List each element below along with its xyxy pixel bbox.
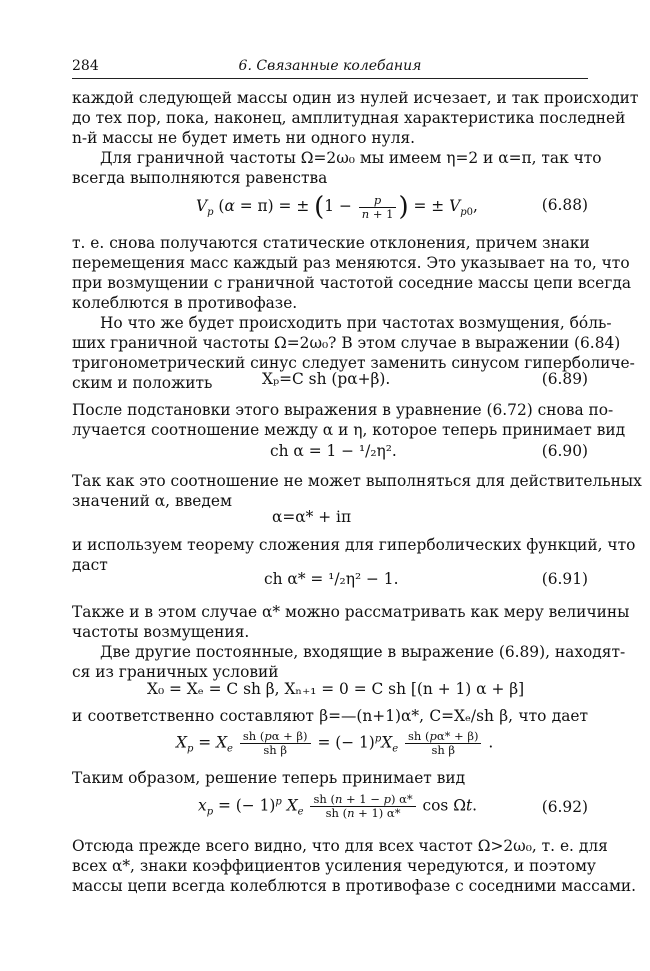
text-line: значений α, введем <box>72 492 232 510</box>
equation-number: (6.90) <box>541 442 588 460</box>
text-line: Две другие постоянные, входящие в выражение (6.89), находят- <box>100 643 626 661</box>
header-rule <box>72 78 588 79</box>
text-line: тригонометрический синус следует заменить синусом гиперболиче- <box>72 354 635 372</box>
text-line: Так как это соотношение не может выполняться для действительных <box>72 472 642 490</box>
equation-xp-solution: $X_p = X_e$ $\frac{sh (p\alpha + \beta)}{\text{sh β}}$ = (− $1)^pX_e$ $\frac{sh (p\alpha* + \beta)}{\text{sh β}}$ . <box>176 729 494 757</box>
text-line: каждой следующей массы один из нулей исчезает, и так происходит <box>72 89 639 107</box>
text-line: Для граничной частоты Ω=2ω₀ мы имеем η=2 и α=π, так что <box>100 149 602 167</box>
text-line: Также и в этом случае α* можно рассматривать как меру величины <box>72 603 630 621</box>
text-line: при возмущении с граничной частотой соседние массы цепи всегда <box>72 274 632 292</box>
text-line: n-й массы не будет иметь ни одного нуля. <box>72 129 416 147</box>
equation-number: (6.91) <box>541 570 588 588</box>
text-line: Отсюда прежде всего видно, что для всех частот Ω>2ω₀, т. е. для <box>72 837 608 855</box>
text-line: т. е. снова получаются статические отклонения, причем знаки <box>72 234 590 252</box>
equation-6-90: ch α = 1 − ¹/₂η². <box>270 442 397 460</box>
text-line: до тех пор, пока, наконец, амплитудная характеристика последней <box>72 109 626 127</box>
text-line: и используем теорему сложения для гиперболических функций, что <box>72 536 636 554</box>
page-header <box>72 58 588 78</box>
text-line: лучается соотношение между α и η, которое теперь принимает вид <box>72 421 626 439</box>
equation-number: (6.88) <box>541 196 588 214</box>
text-line: ших граничной частоты Ω=2ω₀? В этом случае в выражении (6.84) <box>72 334 621 352</box>
equation-6-92: $x_p$ = (− 1)$^p$ $X_e$ $\frac{sh (n + 1 - p) \alpha*}{sh (n + 1) \alpha*}$ cos Ωt. <box>198 792 478 820</box>
equation-boundary-conditions: X₀ = Xₑ = C sh β, Xₙ₊₁ = 0 = C sh [(n + 1) α + β] <box>147 680 525 698</box>
text-line: Таким образом, решение теперь принимает вид <box>72 769 466 787</box>
text-line: колеблются в противофазе. <box>72 294 298 312</box>
text-line: ся из граничных условий <box>72 663 279 681</box>
text-line: После подстановки этого выражения в уравнение (6.72) снова по- <box>72 401 614 419</box>
text-line: массы цепи всегда колеблются в противофазе с соседними массами. <box>72 877 637 895</box>
text-line: даст <box>72 556 108 574</box>
equation-6-91: ch α* = ¹/₂η² − 1. <box>264 570 399 588</box>
equation-6-88: $V_p$ (α = π) = ± (1 − $\frac{p}{n + 1}$ ) = ± $V_{p0}$, <box>196 192 478 222</box>
text-line: всех α*, знаки коэффициентов усиления чередуются, и поэтому <box>72 857 596 875</box>
text-line: частоты возмущения. <box>72 623 250 641</box>
equation-number: (6.89) <box>541 370 588 388</box>
page-number: 284 <box>72 58 99 74</box>
text-line: ским и положить <box>72 374 213 392</box>
equation-number: (6.92) <box>541 798 588 816</box>
text-line: и соответственно составляют β=—(n+1)α*, C=Xₑ/sh β, что дает <box>72 707 588 725</box>
equation-6-89: Xₚ=C sh (pα+β). <box>262 370 391 388</box>
text-line: перемещения масс каждый раз меняются. Это указывает на то, что <box>72 254 630 272</box>
equation-substitution: α=α* + iπ <box>272 508 352 526</box>
text-line: всегда выполняются равенства <box>72 169 328 187</box>
chapter-title: 6. Связанные колебания <box>238 58 422 74</box>
text-line: Но что же будет происходить при частотах возмущения, бо́ль- <box>100 314 612 332</box>
